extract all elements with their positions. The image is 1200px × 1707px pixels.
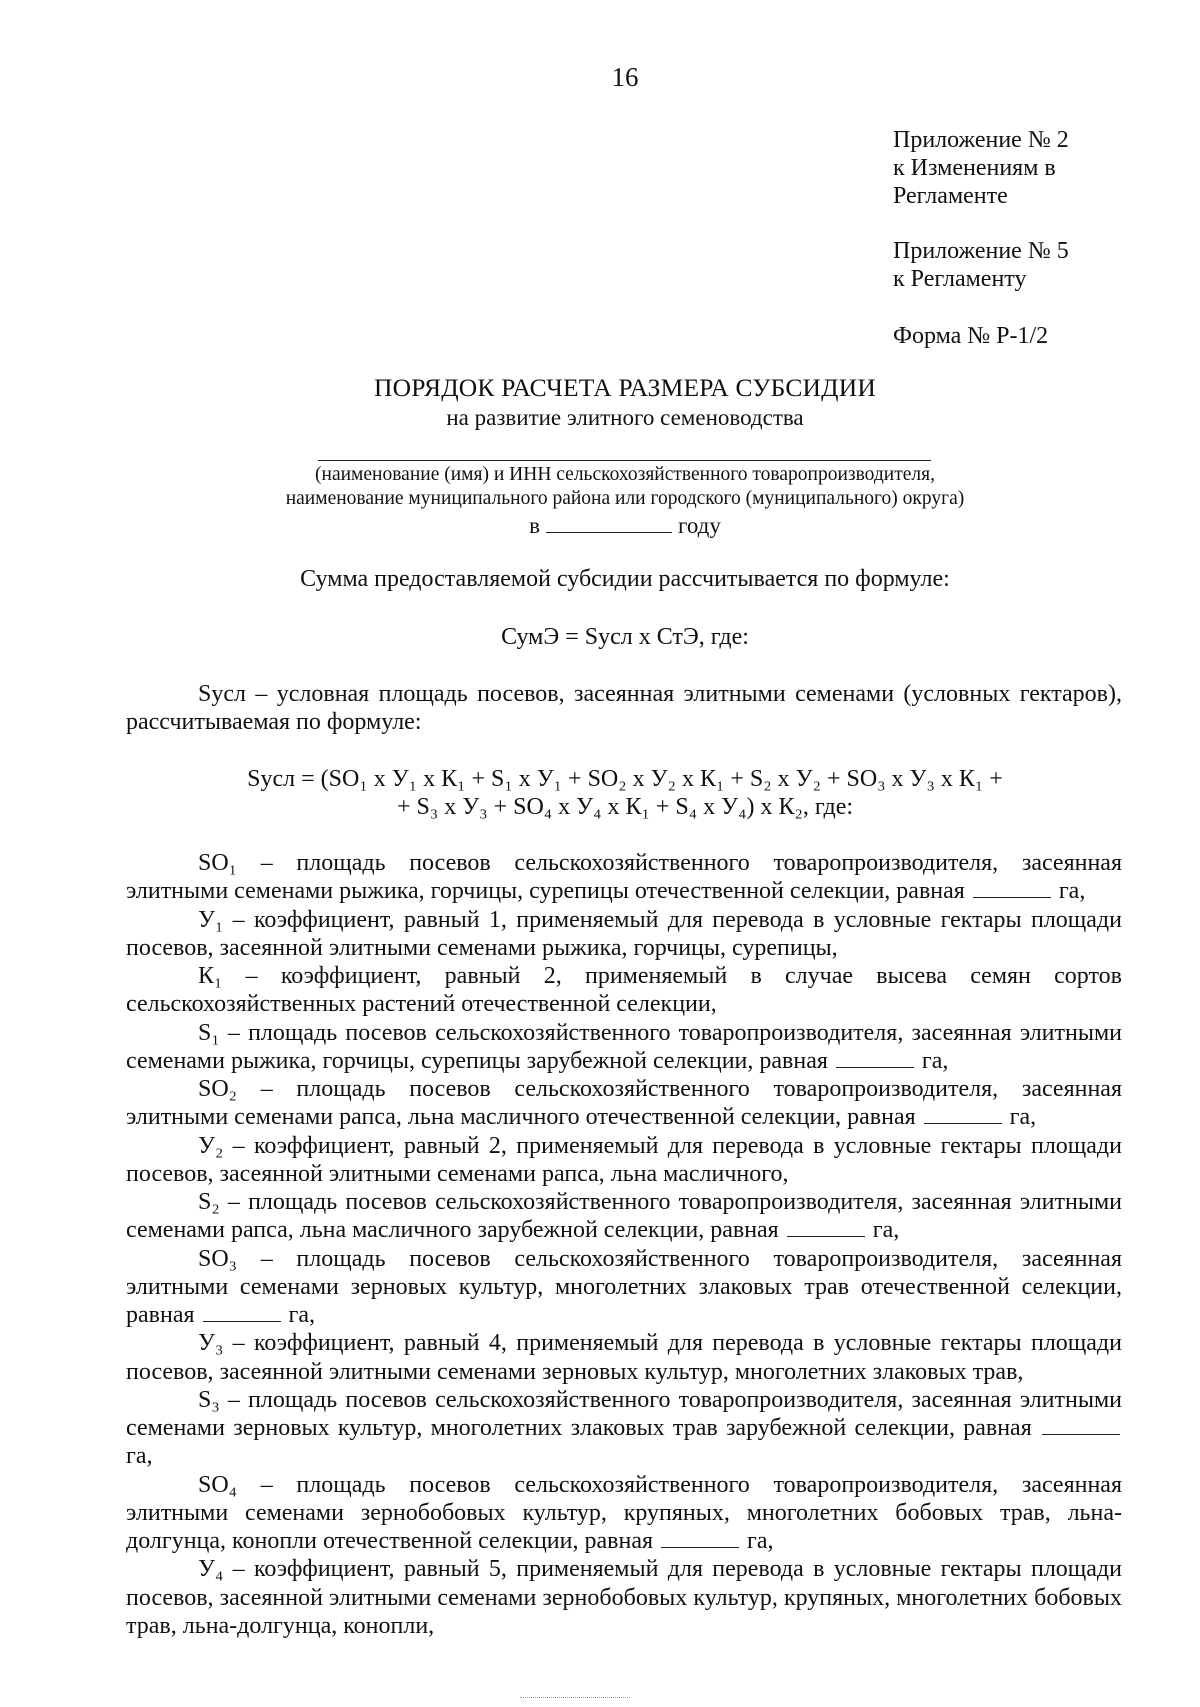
hectare-unit: га, bbox=[921, 1047, 949, 1074]
hectare-unit: га, bbox=[126, 1443, 153, 1470]
document-subtitle: на развитие элитного семеноводства bbox=[446, 405, 804, 430]
formula-intro: Сумма предоставляемой субсидии рассчитывается по формуле: bbox=[300, 566, 950, 592]
definition-item bbox=[126, 1188, 1122, 1245]
sycl-definition-text: Sусл – условная площадь посевов, засеянная элитными семенами (условных гектаров), рассчитываемая по формуле: bbox=[126, 681, 1122, 736]
year-prefix: в bbox=[529, 513, 540, 538]
hectare-blank bbox=[836, 1049, 914, 1068]
definition-item bbox=[126, 1245, 1122, 1330]
sycl-definition bbox=[126, 680, 1122, 736]
definition-item bbox=[126, 1555, 1122, 1640]
fill-line-caption-2: наименование муниципального района или городского (муниципального) округа) bbox=[285, 488, 965, 509]
year-suffix: году bbox=[677, 513, 721, 538]
appendix-reference-regulation bbox=[893, 237, 1183, 293]
definition-item bbox=[126, 962, 1122, 1019]
definition-text: SO₄ – площадь посевов сельскохозяйственного товаропроизводителя, засеянная элитными семенами зернобобовых культур, крупяных, многолетних бобовых трав, льна-долгунца, конопли отечественной селекции, равная bbox=[126, 1471, 1122, 1554]
definition-item bbox=[126, 1386, 1122, 1471]
definition-text: У₂ – коэффициент, равный 2, применяемый для перевода в условные гектары площади посевов, засеянной элитными семенами рапса, льна масличного, bbox=[126, 1132, 1122, 1187]
form-number: Форма № Р-1/2 bbox=[893, 323, 1049, 349]
appendix-1-line-2: к Изменениям в bbox=[893, 155, 1056, 181]
definition-item bbox=[126, 1471, 1122, 1556]
hectare-unit: га, bbox=[1009, 1104, 1037, 1131]
definition-text: SO₂ – площадь посевов сельскохозяйственного товаропроизводителя, засеянная элитными семенами рапса, льна масличного отечественной селекции, равная bbox=[126, 1076, 1122, 1131]
hectare-blank bbox=[661, 1529, 739, 1548]
variable-definitions bbox=[126, 849, 1122, 1640]
definition-item bbox=[126, 849, 1122, 906]
definition-text: S₃ – площадь посевов сельскохозяйственного товаропроизводителя, засеянная элитными семенами зерновых культур, многолетних злаковых трав зарубежной селекции, равная bbox=[126, 1386, 1122, 1441]
hectare-unit: га, bbox=[1058, 878, 1086, 905]
page-number: 16 bbox=[611, 62, 639, 92]
year-line bbox=[0, 512, 1200, 539]
appendix-2-line-1: Приложение № 5 bbox=[893, 238, 1069, 264]
sycl-formula-line-1: Sусл = (SO₁ х У₁ х К₁ + S₁ х У₁ + SO₂ х У₂ х К₁ + S₂ х У₂ + SO₃ х У₃ х К₁ + bbox=[247, 766, 1003, 792]
main-formula: СумЭ = Sусл х СтЭ, где: bbox=[501, 624, 749, 650]
definition-text: К₁ – коэффициент, равный 2, применяемый в случае высева семян сортов сельскохозяйственных растений отечественной селекции, bbox=[126, 963, 1122, 1018]
definition-text: S₂ – площадь посевов сельскохозяйственного товаропроизводителя, засеянная элитными семенами рапса, льна масличного зарубежной селекции, равная bbox=[126, 1189, 1122, 1244]
hectare-unit: га, bbox=[288, 1302, 316, 1328]
definition-text: У₄ – коэффициент, равный 5, применяемый для перевода в условные гектары площади посевов, засеянной элитными семенами зернобобовых культур, крупяных, многолетних бобовых трав, льна-долгунца, конопли, bbox=[126, 1556, 1122, 1639]
hectare-blank bbox=[787, 1218, 865, 1237]
definition-item bbox=[126, 1075, 1122, 1132]
definition-text: SO₁ – площадь посевов сельскохозяйственного товаропроизводителя, засеянная элитными семенами рыжика, горчицы, сурепицы отечественной селекции, равная bbox=[126, 850, 1122, 905]
definition-item bbox=[126, 1132, 1122, 1189]
producer-name-fill-line bbox=[318, 460, 931, 461]
appendix-reference-changes bbox=[893, 126, 1183, 210]
fill-line-caption-1: (наименование (имя) и ИНН сельскохозяйственного товаропроизводителя, bbox=[315, 464, 935, 485]
hectare-blank bbox=[924, 1105, 1002, 1124]
hectare-blank bbox=[203, 1303, 281, 1322]
definition-text: S₁ – площадь посевов сельскохозяйственного товаропроизводителя, засеянная элитными семенами рыжика, горчицы, сурепицы зарубежной селекции, равная bbox=[126, 1019, 1122, 1074]
definition-item bbox=[126, 1329, 1122, 1386]
hectare-blank bbox=[973, 879, 1051, 898]
appendix-1-line-3: Регламенте bbox=[893, 183, 1008, 209]
definition-text: У₁ – коэффициент, равный 1, применяемый для перевода в условные гектары площади посевов, засеянной элитными семенами рыжика, горчицы, сурепицы, bbox=[126, 906, 1122, 961]
scan-footer-mark bbox=[520, 1697, 630, 1701]
hectare-unit: га, bbox=[872, 1217, 900, 1244]
definition-text: У₃ – коэффициент, равный 4, применяемый для перевода в условные гектары площади посевов, засеянной элитными семенами зерновых культур, многолетних злаковых трав, bbox=[126, 1330, 1122, 1385]
document-title: ПОРЯДОК РАСЧЕТА РАЗМЕРА СУБСИДИИ bbox=[374, 373, 876, 402]
definition-item bbox=[126, 906, 1122, 963]
hectare-unit: га, bbox=[747, 1528, 774, 1554]
hectare-blank bbox=[1042, 1416, 1120, 1435]
appendix-2-line-2: к Регламенту bbox=[893, 266, 1027, 292]
definition-item bbox=[126, 1019, 1122, 1076]
appendix-1-line-1: Приложение № 2 bbox=[893, 127, 1069, 153]
sycl-formula-line-2: + S₃ х У₃ + SO₄ х У₄ х К₁ + S₄ х У₄) х К₂, где: bbox=[396, 794, 854, 820]
definition-text: SO₃ – площадь посевов сельскохозяйственного товаропроизводителя, засеянная элитными семенами зерновых культур, многолетних злаковых трав отечественной селекции, равная bbox=[126, 1245, 1122, 1328]
year-blank bbox=[546, 512, 672, 533]
